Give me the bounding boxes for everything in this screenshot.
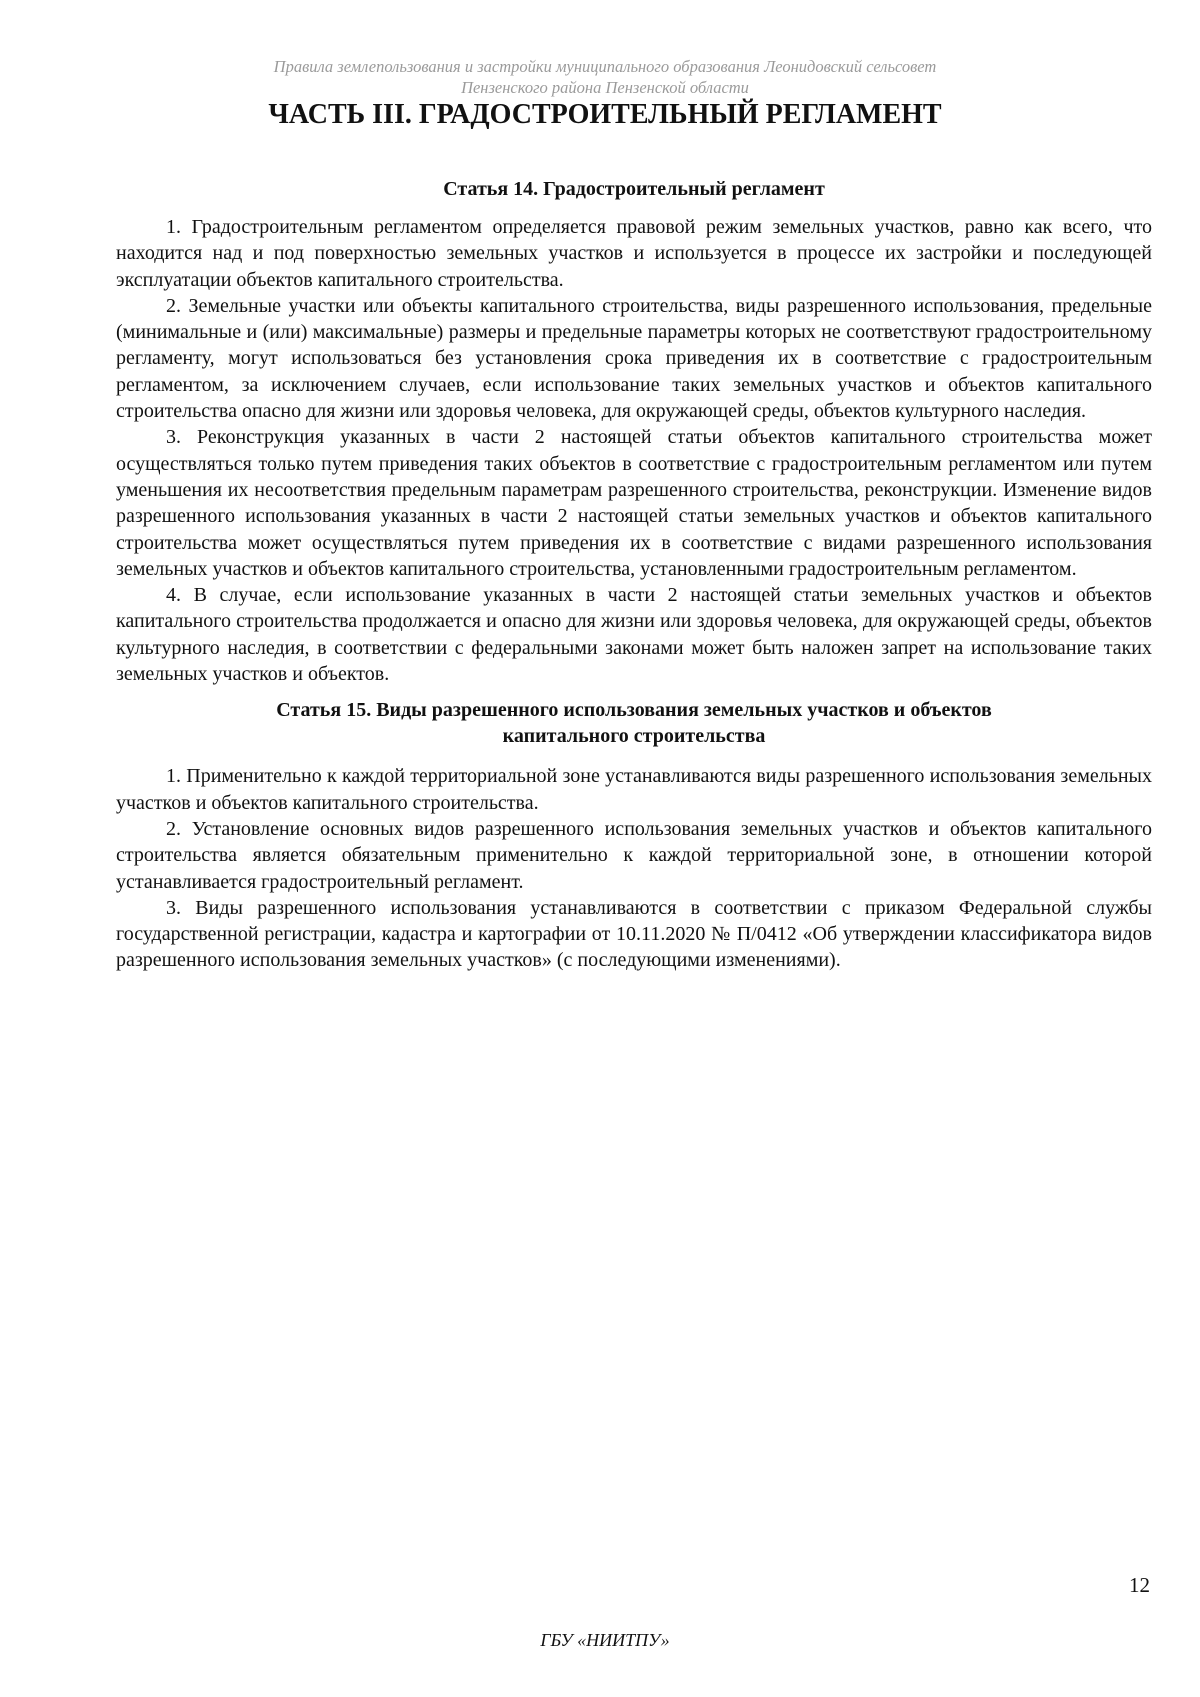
article-15-title-line-2: капитального строительства <box>502 725 766 748</box>
article-14 <box>116 176 1152 687</box>
article-14-paragraph-3: 3. Реконструкция указанных в части 2 настоящей статьи объектов капитального строительства может осуществляться только путем приведения таких объектов в соответствие с градостроительным регламентом или путем уменьшения их несоответствия предельным параметрам разрешенного строительства, реконструкции. Изменение видов разрешенного использования указанных в части 2 настоящей статьи земельных участков и объектов капитального строительства может осуществляться путем приведения их в соответствие с видами разрешенного использования земельных участков и объектов капитального строительства, установленными градостроительным регламентом. <box>116 426 1152 580</box>
page-content <box>116 176 1152 974</box>
article-14-paragraph-4: 4. В случае, если использование указанных в части 2 настоящей статьи земельных участков и объектов капитального строительства продолжается и опасно для жизни или здоровья человека, для окружающей среды, объектов культурного наследия, в соответствии с федеральными законами может быть наложен запрет на использование таких земельных участков и объектов. <box>116 584 1152 686</box>
article-15-paragraph-1: 1. Применительно к каждой территориальной зоне устанавливаются виды разрешенного использования земельных участков и объектов капитального строительства. <box>116 765 1152 814</box>
article-15-paragraph-3: 3. Виды разрешенного использования устанавливаются в соответствии с приказом Федеральной службы государственной регистрации, кадастра и картографии от 10.11.2020 № П/0412 «Об утверждении классификатора видов разрешенного использования земельных участков» (с последующими изменениями). <box>116 896 1152 972</box>
article-15-paragraph-2: 2. Установление основных видов разрешенного использования земельных участков и объектов капитального строительства является обязательным применительно к каждой территориальной зоне, в отношении которой устанавливается градостроительный регламент. <box>116 817 1152 893</box>
article-15-title <box>116 697 1152 749</box>
running-header-line-1: Правила землепользования и застройки муниципального образования Леонидовский сельсовет <box>273 57 937 76</box>
article-15 <box>116 697 1152 973</box>
page-number: 12 <box>1129 1573 1150 1597</box>
running-header <box>110 56 1100 98</box>
article-14-paragraph-1: 1. Градостроительным регламентом определяется правовой режим земельных участков, равно как всего, что находится над и под поверхностью земельных участков и используется в процессе их застройки и последующей эксплуатации объектов капитального строительства. <box>116 216 1152 291</box>
page-footer: ГБУ «НИИТПУ» <box>540 1630 670 1650</box>
article-14-title: Статья 14. Градостроительный регламент <box>443 178 825 200</box>
part-title: ЧАСТЬ III. ГРАДОСТРОИТЕЛЬНЫЙ РЕГЛАМЕНТ <box>268 99 942 130</box>
article-14-paragraph-2: 2. Земельные участки или объекты капитального строительства, виды разрешенного использования, предельные (минимальные и (или) максимальные) размеры и предельные параметры которых не соответствуют градостроительному регламенту, могут использоваться без установления срока приведения их в соответствие с градостроительным регламентом, за исключением случаев, если использование таких земельных участков и объектов капитального строительства опасно для жизни или здоровья человека, для окружающей среды, объектов культурного наследия. <box>116 294 1152 423</box>
article-15-title-line-1: Статья 15. Виды разрешенного использования земельных участков и объектов <box>276 699 992 722</box>
running-header-line-2: Пензенского района Пензенской области <box>461 78 749 97</box>
